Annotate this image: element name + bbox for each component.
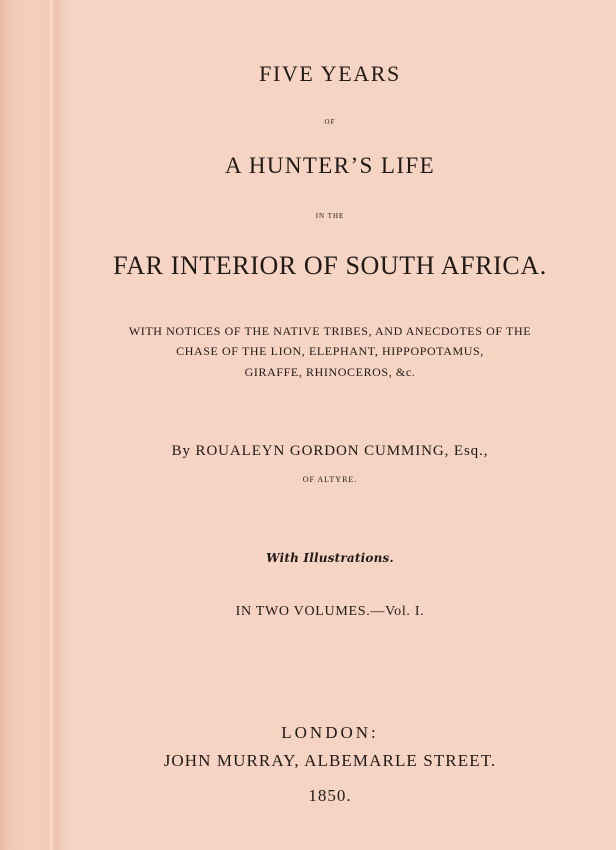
author-place: OF ALTYRE. (302, 475, 358, 484)
notice-line-1: WITH NOTICES OF THE NATIVE TRIBES, AND ANECDOTES OF THE (128, 324, 532, 338)
volume-line: IN TWO VOLUMES.—Vol. I. (235, 604, 425, 619)
page-fold-shadow (50, 0, 62, 850)
illustrations-note: With Illustrations. (266, 551, 394, 565)
publication-year: 1850. (308, 786, 352, 805)
title-connector-in-the: IN THE (315, 212, 345, 220)
notice-line-3: GIRAFFE, RHINOCEROS, &c. (244, 365, 416, 379)
publisher-name: JOHN MURRAY, ALBEMARLE STREET. (163, 751, 497, 770)
title-line-far-interior: FAR INTERIOR OF SOUTH AFRICA. (113, 251, 547, 280)
title-connector-of: OF (324, 118, 336, 126)
notice-line-2: CHASE OF THE LION, ELEPHANT, HIPPOPOTAMUS, (176, 344, 484, 358)
title-line-hunters-life: A HUNTER’S LIFE (224, 153, 436, 178)
author-line: By ROUALEYN GORDON CUMMING, Esq., (171, 443, 489, 459)
title-line-five-years: FIVE YEARS (259, 61, 401, 86)
publisher-city: LONDON: (281, 723, 379, 742)
